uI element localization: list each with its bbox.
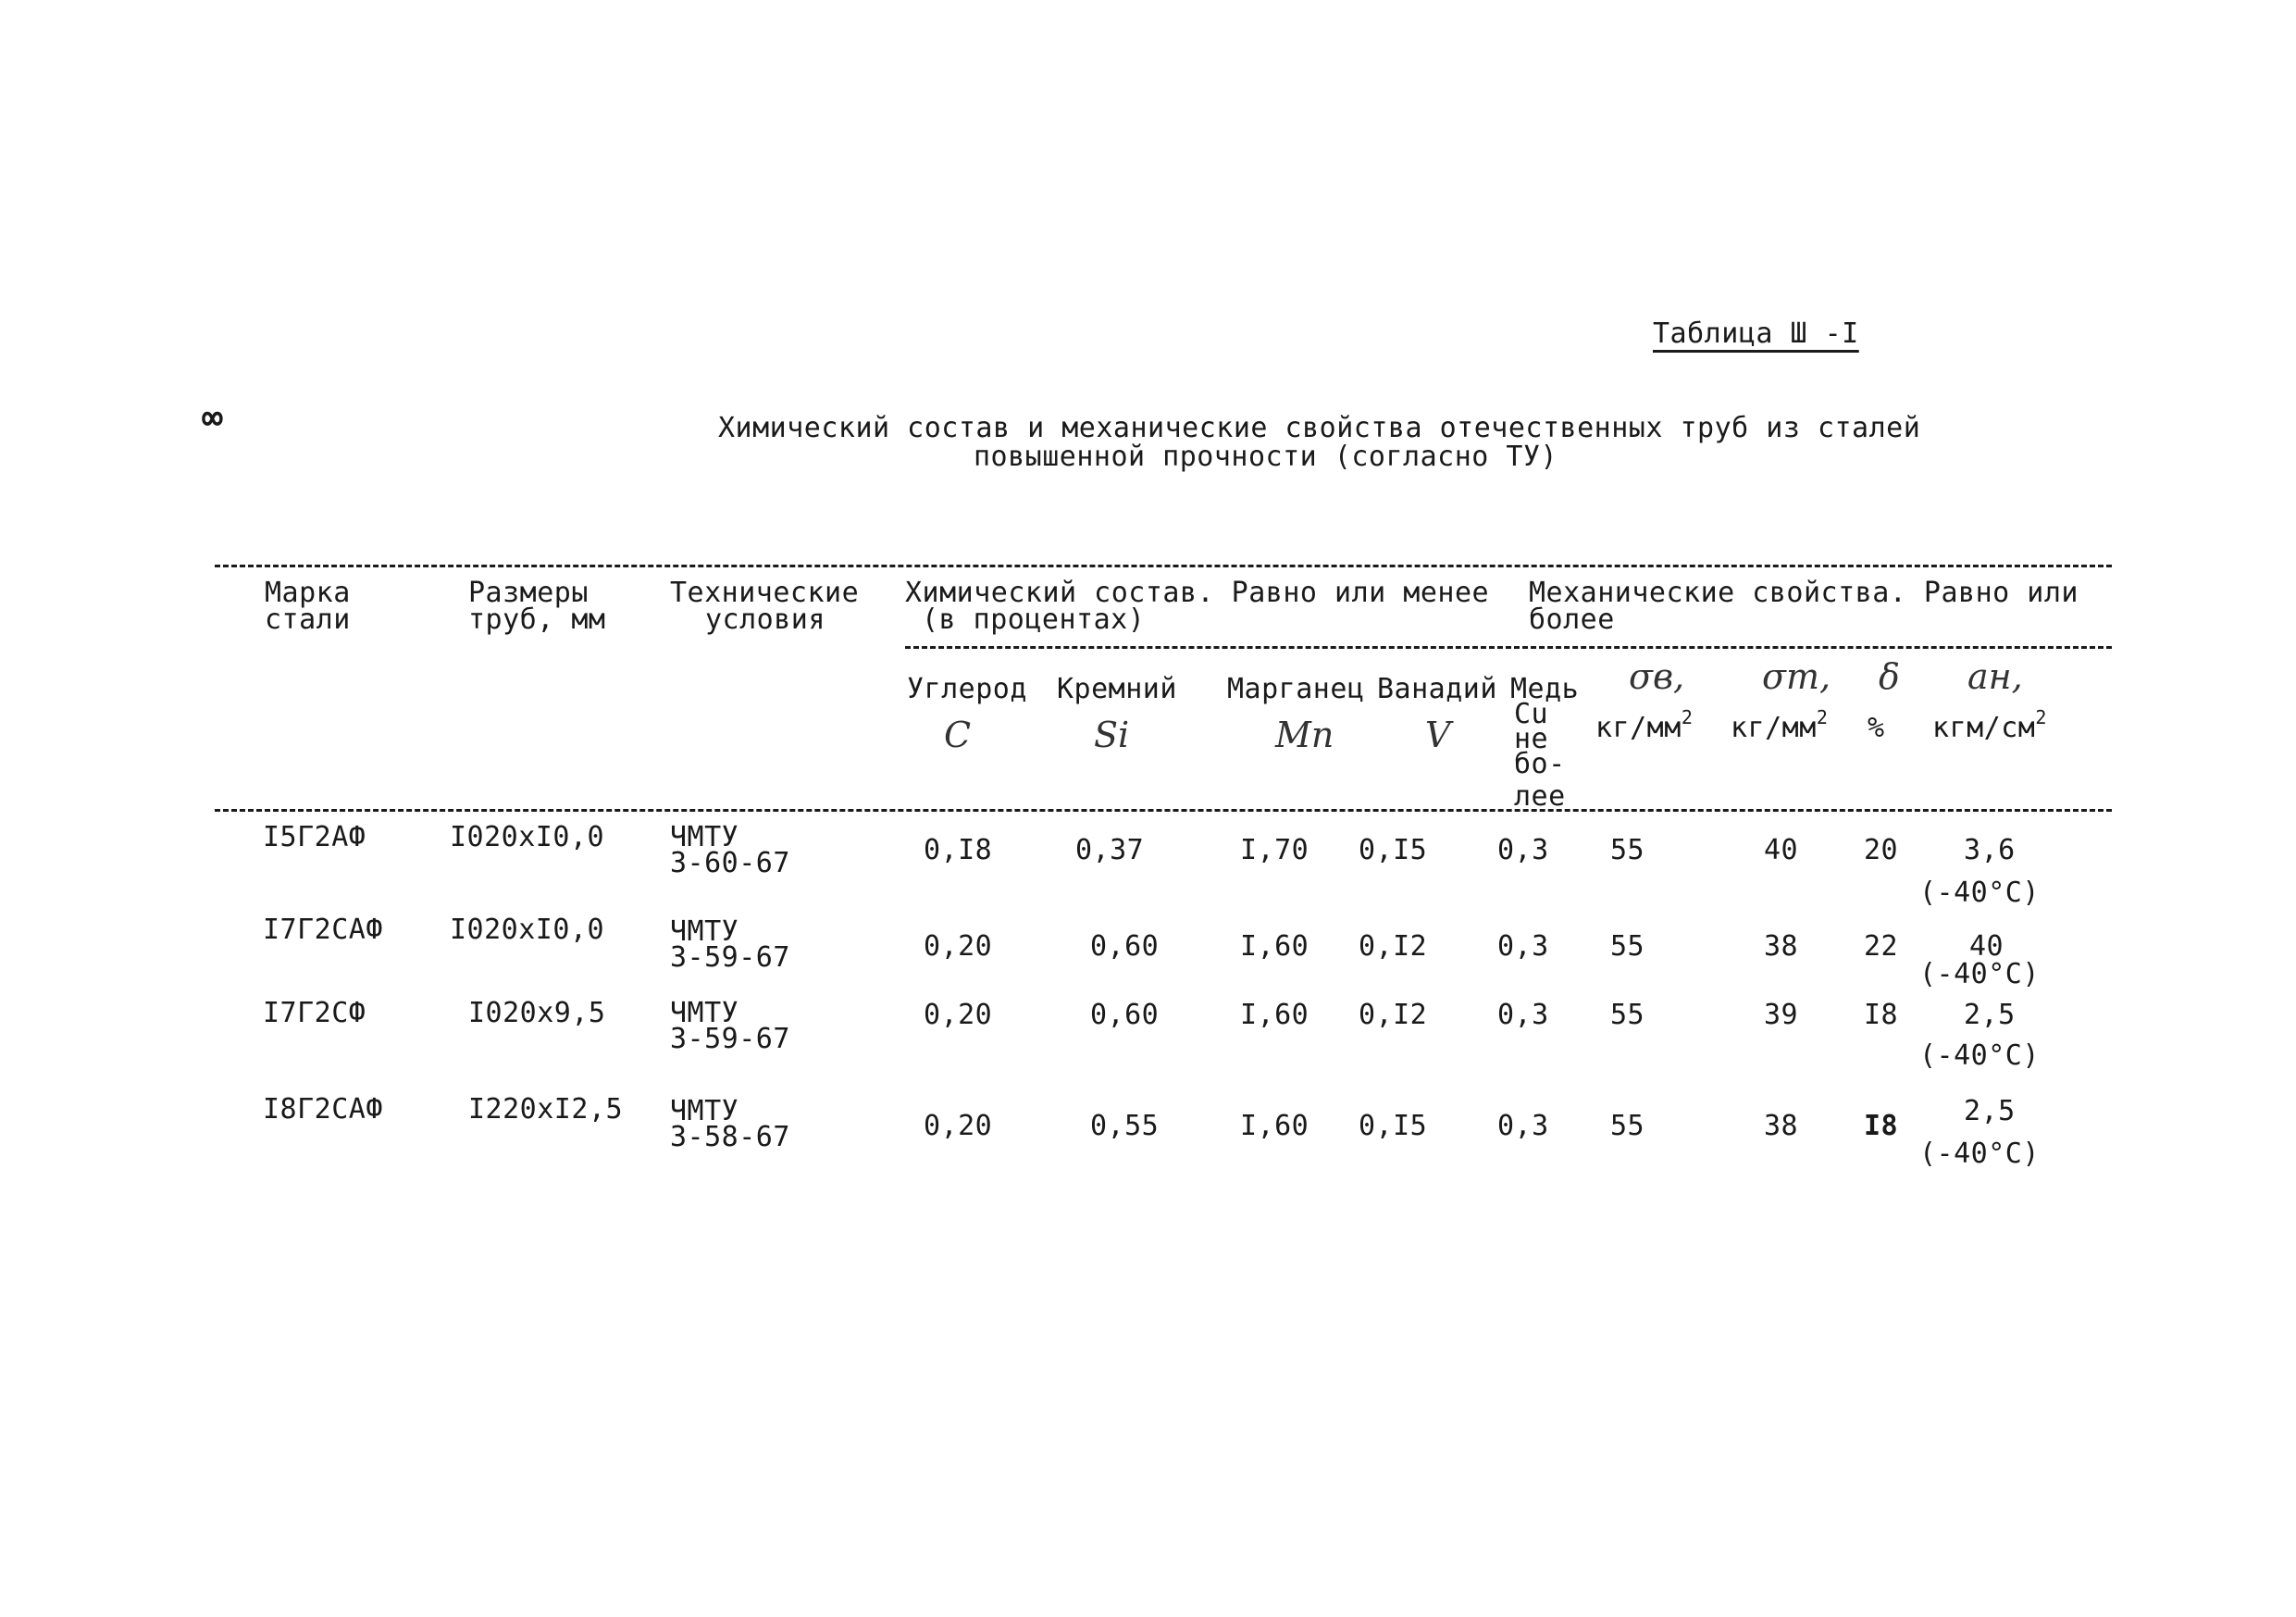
table-header-bottom-rule: [215, 809, 2112, 812]
header-chem-group-l2: (в процентах): [922, 603, 1146, 636]
header-carbon: Углерод: [907, 673, 1027, 705]
cell-manganese: I,60: [1240, 930, 1309, 963]
header-sizes-l2: труб, мм: [468, 603, 606, 636]
cell-manganese: I,60: [1240, 999, 1309, 1031]
header-spec: Технические: [670, 577, 860, 609]
cell-copper: 0,3: [1497, 999, 1549, 1031]
header-vanadium-symbol: V: [1425, 715, 1451, 755]
cell-size: I220xI2,5: [468, 1093, 624, 1126]
cell-elongation: 22: [1864, 930, 1899, 963]
header-elongation-unit: %: [1868, 712, 1885, 744]
cell-carbon: 0,I8: [924, 834, 993, 866]
cell-manganese: I,60: [1240, 1110, 1309, 1142]
cell-spec-l2: 3-59-67: [670, 1023, 790, 1055]
cell-size: I020x9,5: [468, 997, 606, 1029]
cell-silicon: 0,60: [1090, 930, 1160, 963]
header-impact-unit: кгм/$см^2$: [1932, 706, 2047, 744]
cell-grade: I7Г2САФ: [263, 914, 383, 946]
cell-spec-l2: 3-59-67: [670, 941, 790, 974]
header-copper-l5: лее: [1514, 780, 1566, 813]
cell-yield-strength: 38: [1764, 930, 1799, 963]
cell-impact-temp: (-40°C): [1919, 877, 2040, 909]
cell-impact: 2,5: [1964, 999, 2016, 1031]
cell-carbon: 0,20: [924, 1110, 993, 1142]
header-mech-group-l2: более: [1529, 603, 1615, 636]
header-sizes: Размеры: [468, 577, 589, 609]
header-vanadium: Ванадий: [1377, 673, 1497, 705]
header-chem-group: Химический состав. Равно или менее: [905, 577, 1490, 609]
cell-size: I020xI0,0: [450, 914, 605, 946]
header-elongation-symbol: δ: [1879, 656, 1900, 697]
header-copper-l4: бо-: [1514, 748, 1566, 780]
cell-copper: 0,3: [1497, 930, 1549, 963]
cell-vanadium: 0,I5: [1359, 834, 1428, 866]
cell-tensile-strength: 55: [1610, 999, 1645, 1031]
header-grade-l2: стали: [265, 603, 351, 636]
header-impact-symbol: aн,: [1967, 656, 2023, 697]
header-silicon: Кремний: [1057, 673, 1177, 705]
cell-silicon: 0,55: [1090, 1110, 1160, 1142]
cell-silicon: 0,37: [1075, 834, 1145, 866]
cell-spec-l2: 3-60-67: [670, 847, 790, 879]
cell-size: I020xI0,0: [450, 821, 605, 853]
cell-spec: ЧМТУ: [670, 997, 739, 1029]
cell-spec: ЧМТУ: [670, 915, 739, 948]
cell-elongation: I8: [1864, 1110, 1899, 1142]
cell-elongation: 20: [1864, 834, 1899, 866]
header-manganese: Марганец: [1227, 673, 1365, 705]
cell-vanadium: 0,I2: [1359, 999, 1428, 1031]
cell-copper: 0,3: [1497, 1110, 1549, 1142]
header-copper-l3: не: [1514, 723, 1549, 755]
cell-spec: ЧМТУ: [670, 1095, 739, 1127]
table-top-rule: [215, 565, 2112, 567]
table-label: Таблица Ш -I: [1653, 317, 1859, 350]
cell-carbon: 0,20: [924, 930, 993, 963]
cell-elongation: I8: [1864, 999, 1899, 1031]
cell-impact-temp: (-40°C): [1919, 1138, 2040, 1170]
cell-impact-temp: (-40°C): [1919, 958, 2040, 990]
cell-grade: I7Г2СФ: [263, 997, 366, 1029]
table-title-line1: Химический состав и механические свойства отечественных труб из сталей: [718, 412, 1921, 444]
header-yield-strength-symbol: σт,: [1762, 656, 1831, 697]
cell-carbon: 0,20: [924, 999, 993, 1031]
table-title-line2: повышенной прочности (согласно ТУ): [974, 441, 1558, 473]
header-mech-group: Механические свойства. Равно или: [1529, 577, 2079, 609]
cell-spec: ЧМТУ: [670, 821, 739, 853]
header-spec-l2: условия: [705, 603, 825, 636]
cell-spec-l2: 3-58-67: [670, 1121, 790, 1153]
cell-grade: I8Г2САФ: [263, 1093, 383, 1126]
cell-impact: 40: [1969, 930, 2004, 963]
table-subheader-rule: [905, 646, 2112, 649]
header-carbon-symbol: C: [944, 715, 972, 755]
header-manganese-symbol: Mn: [1275, 715, 1334, 755]
cell-copper: 0,3: [1497, 834, 1549, 866]
cell-impact: 2,5: [1964, 1095, 2016, 1127]
header-silicon-symbol: Si: [1094, 715, 1130, 755]
cell-yield-strength: 39: [1764, 999, 1799, 1031]
cell-vanadium: 0,I2: [1359, 930, 1428, 963]
cell-yield-strength: 40: [1764, 834, 1799, 866]
cell-grade: I5Г2АФ: [263, 821, 366, 853]
page-number: ∞: [202, 397, 223, 438]
cell-silicon: 0,60: [1090, 999, 1160, 1031]
header-tensile-strength-symbol: σв,: [1629, 656, 1685, 697]
header-yield-strength-unit: $кг/мм^2$: [1731, 706, 1829, 744]
cell-tensile-strength: 55: [1610, 834, 1645, 866]
cell-impact: 3,6: [1964, 834, 2016, 866]
cell-tensile-strength: 55: [1610, 1110, 1645, 1142]
header-grade: Марка: [265, 577, 351, 609]
header-copper-l2: Cu: [1514, 698, 1549, 730]
header-copper: Медь: [1510, 673, 1580, 705]
cell-manganese: I,70: [1240, 834, 1309, 866]
header-tensile-strength-unit: $кг/мм^2$: [1595, 706, 1694, 744]
cell-tensile-strength: 55: [1610, 930, 1645, 963]
cell-vanadium: 0,I5: [1359, 1110, 1428, 1142]
cell-yield-strength: 38: [1764, 1110, 1799, 1142]
cell-impact-temp: (-40°C): [1919, 1039, 2040, 1072]
